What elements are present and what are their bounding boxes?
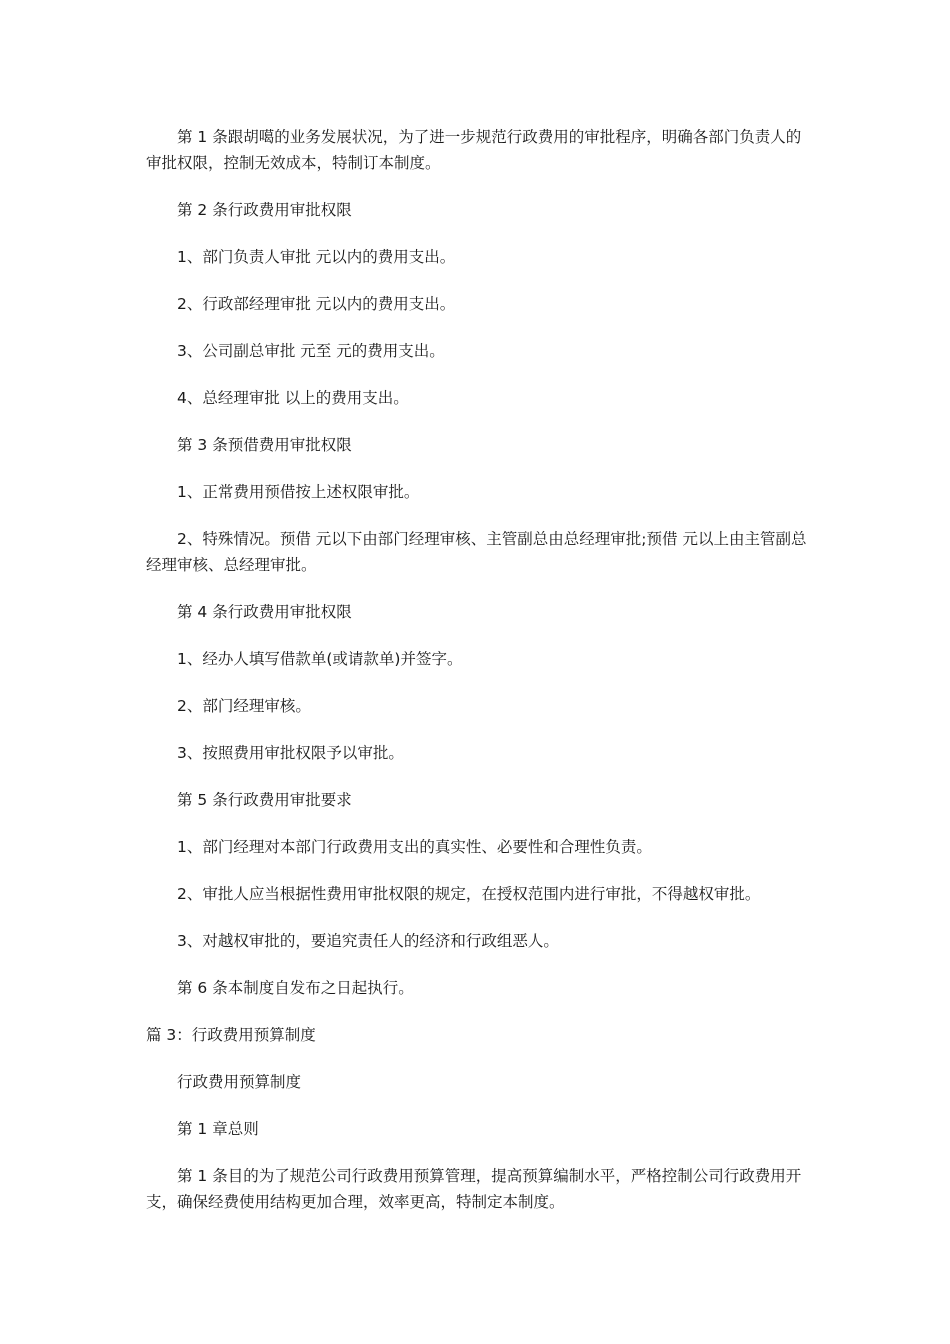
paragraph-item: 1、部门经理对本部门行政费用支出的真实性、必要性和合理性负责。	[177, 838, 652, 856]
paragraph-item: 1、经办人填写借款单(或请款单)并签字。	[177, 650, 463, 668]
paragraph-article-1: 第 1 条跟胡噶的业务发展状况，为了进一步规范行政费用的审批程序，明确各部门负责人的审批权限，控制无效成本，特制订本制度。	[146, 128, 802, 172]
chapter-heading: 第 1 章总则	[177, 1120, 259, 1138]
paragraph-item: 3、公司副总审批 元至 元的费用支出。	[177, 342, 445, 360]
paragraph-item: 1、部门负责人审批 元以内的费用支出。	[177, 248, 456, 266]
paragraph-item: 2、审批人应当根据性费用审批权限的规定，在授权范围内进行审批，不得越权审批。	[177, 885, 761, 903]
paragraph-article-5-heading: 第 5 条行政费用审批要求	[177, 791, 352, 809]
paragraph-item: 2、特殊情况。预借 元以下由部门经理审核、主管副总由总经理审批;预借 元以上由主管副总经理审核、总经理审批。	[146, 530, 807, 574]
paragraph-item: 3、对越权审批的，要追究责任人的经济和行政组恶人。	[177, 932, 559, 950]
paragraph-item: 3、按照费用审批权限予以审批。	[177, 744, 404, 762]
paragraph-article-2-heading: 第 2 条行政费用审批权限	[177, 201, 352, 219]
paragraph-item: 2、部门经理审核。	[177, 697, 311, 715]
paragraph-article-1: 第 1 条目的为了规范公司行政费用预算管理，提高预算编制水平，严格控制公司行政费用开支，确保经费使用结构更加合理，效率更高，特制定本制度。	[146, 1167, 802, 1211]
paragraph-item: 2、行政部经理审批 元以内的费用支出。	[177, 295, 456, 313]
paragraph-item: 4、总经理审批 以上的费用支出。	[177, 389, 409, 407]
paragraph-article-4-heading: 第 4 条行政费用审批权限	[177, 603, 352, 621]
paragraph-item: 1、正常费用预借按上述权限审批。	[177, 483, 420, 501]
paragraph-article-6: 第 6 条本制度自发布之日起执行。	[177, 979, 414, 997]
document-title: 行政费用预算制度	[177, 1073, 302, 1091]
paragraph-article-3-heading: 第 3 条预借费用审批权限	[177, 436, 352, 454]
section-title: 篇 3：行政费用预算制度	[146, 1026, 316, 1044]
